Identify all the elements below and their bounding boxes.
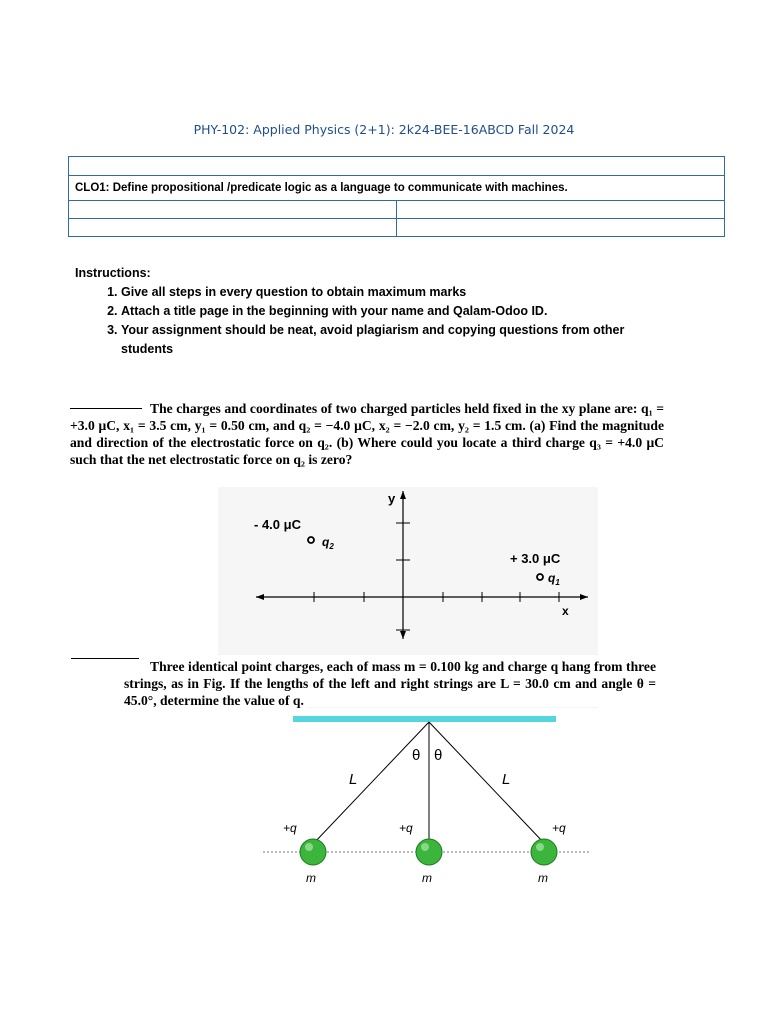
list-item: 2. Attach a title page in the beginning with your name and Qalam-Odoo ID. [121,302,675,321]
ball-highlight [421,843,429,851]
table-row [69,176,725,201]
middle-ball [416,839,442,865]
table-row [69,157,725,176]
instructions-heading: Instructions: [75,266,151,280]
table-cell [69,201,397,219]
answer-blank [70,408,142,409]
question-1-text: The charges and coordinates of two charged particles held fixed in the xy plane are: q₁ = +3.0 μC, x₁ = 3.5 cm, y₁ = 0.50 cm, and q₂ = −4.0 μC, x₂ = −2.0 cm, y₂ = 1.5 cm. (a) Find the magnitude and direction of the electrostatic force on q₂. (b) Where could you locate a third charge q₃ = +4.0 μC such that the net electrostatic force on q₂ is zero? [70,401,664,467]
table-cell [69,157,725,176]
list-item: 1. Give all steps in every question to obtain maximum marks [121,283,675,302]
instructions [75,264,675,359]
mass-right-label: m [538,871,548,885]
theta-right-label: θ [434,747,443,764]
question-2 [124,658,656,709]
question-2-text: Three identical point charges, each of mass m = 0.100 kg and charge q hang from three strings, as in Fig. If the lengths of the left and right strings are L = 30.0 cm and angle θ = 45.0°, determine the value of q. [124,659,656,708]
table-cell [397,201,725,219]
length-right-label: L [502,771,511,788]
length-left-label: L [349,771,358,788]
charge-left-label: +q [283,821,297,835]
right-ball [531,839,557,865]
list-item: 3. Your assignment should be neat, avoid plagiarism and copying questions from other students [121,321,675,359]
clo-cell: CLO1: Define propositional /predicate logic as a language to communicate with machines. [69,176,725,201]
answer-blank [71,658,139,659]
ball-highlight [536,843,544,851]
table-row [69,201,725,219]
left-ball [300,839,326,865]
right-string [429,722,544,843]
charge-middle-label: +q [399,821,413,835]
theta-left-label: θ [412,747,421,764]
pendulum-figure [258,707,598,892]
question-1 [70,400,664,468]
instructions-list [75,283,675,359]
page-title: PHY-102: Applied Physics (2+1): 2k24-BEE-16ABCD Fall 2024 [193,122,575,137]
ceiling-bar [293,716,556,722]
charge-2-value: - 4.0 μC [254,517,301,532]
table-cell [69,219,397,237]
table-row [69,219,725,237]
table-cell [397,219,725,237]
ball-highlight [305,843,313,851]
info-table [68,156,725,237]
mass-left-label: m [306,871,316,885]
charge-1-value: + 3.0 μC [510,551,561,566]
charge-1-label: $q_1$ [548,571,560,587]
coordinate-figure [218,487,598,655]
mass-middle-label: m [422,871,432,885]
charge-2-label: $q_2$ [322,535,334,551]
x-axis-label: x [562,604,569,618]
y-axis-label: y [388,491,396,506]
charge-right-label: +q [552,821,566,835]
